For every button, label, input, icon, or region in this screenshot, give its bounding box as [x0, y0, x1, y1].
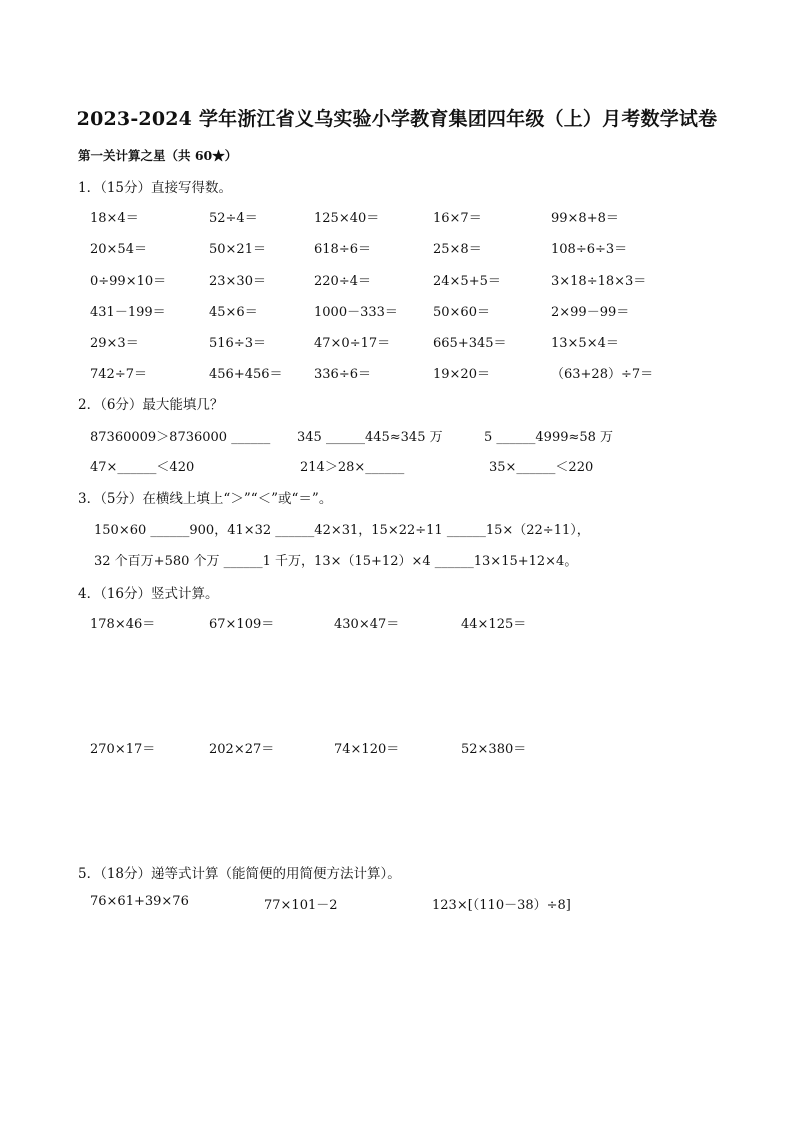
q1-item: 24×5+5＝ [433, 274, 501, 289]
q1-item: 47×0÷17＝ [314, 336, 391, 351]
q1-item: 516÷3＝ [209, 336, 266, 351]
q4-item: 74×120＝ [334, 742, 400, 757]
q1-item: 431－199＝ [90, 305, 166, 320]
q1-item: 20×54＝ [90, 242, 147, 257]
q2-item: 5 ______4999≈58 万 [484, 430, 614, 445]
q1-item: 456+456＝ [209, 367, 283, 382]
q4-item: 67×109＝ [209, 617, 275, 632]
q2-item: 87360009＞8736000 ______ [90, 430, 271, 445]
q1-item: （63+28）÷7＝ [551, 367, 654, 382]
q1-item: 336÷6＝ [314, 367, 371, 382]
exam-title: 2023-2024 学年浙江省义乌实验小学教育集团四年级（上）月考数学试卷 [76, 108, 718, 130]
q1-item: 13×5×4＝ [551, 336, 619, 351]
q1-item: 16×7＝ [433, 211, 482, 226]
q3-line: 32 个百万+580 个万 ______1 千万，13×（15+12）×4 ______13×15+12×4。 [94, 554, 578, 569]
q5-item: 76×61+39×76 [90, 894, 189, 909]
q1-item: 125×40＝ [314, 211, 380, 226]
q3-line: 150×60 ______900，41×32 ______42×31，15×22÷11 ______15×（22÷11）， [94, 523, 590, 538]
q1-item: 665+345＝ [433, 336, 507, 351]
q1-item: 742÷7＝ [90, 367, 147, 382]
q1-item: 618÷6＝ [314, 242, 371, 257]
section-heading: 第一关计算之星（共 60★） [78, 148, 238, 163]
q1-item: 23×30＝ [209, 274, 266, 289]
q4-item: 44×125＝ [461, 617, 527, 632]
q2-item: 35×______＜220 [489, 460, 594, 475]
q1-item: 3×18÷18×3＝ [551, 274, 647, 289]
q1-item: 2×99－99＝ [551, 305, 630, 320]
q1-item: 0÷99×10＝ [90, 274, 167, 289]
q1-item: 50×21＝ [209, 242, 266, 257]
q4-heading: 4．（16分）竖式计算。 [78, 586, 219, 602]
q1-item: 50×60＝ [433, 305, 490, 320]
q4-item: 178×46＝ [90, 617, 156, 632]
q1-heading: 1．（15分）直接写得数。 [78, 180, 233, 196]
q1-item: 25×8＝ [433, 242, 482, 257]
q4-item: 430×47＝ [334, 617, 400, 632]
q1-item: 45×6＝ [209, 305, 258, 320]
q2-heading: 2．（6分）最大能填几？ [78, 397, 224, 413]
q4-item: 202×27＝ [209, 742, 275, 757]
q5-heading: 5．（18分）递等式计算（能简便的用简便方法计算）。 [78, 866, 401, 882]
q1-item: 220÷4＝ [314, 274, 371, 289]
q2-item: 345 ______445≈345 万 [297, 430, 443, 445]
q4-item: 52×380＝ [461, 742, 527, 757]
q5-item: 123×[（110－38）÷8] [432, 898, 571, 913]
q1-item: 108÷6÷3＝ [551, 242, 628, 257]
q2-item: 214＞28×______ [300, 460, 405, 475]
q1-item: 29×3＝ [90, 336, 139, 351]
q1-item: 99×8+8＝ [551, 211, 619, 226]
q5-item: 77×101－2 [264, 898, 338, 913]
q3-heading: 3．（5分）在横线上填上“＞”“＜”或“＝”。 [78, 491, 333, 507]
q1-item: 19×20＝ [433, 367, 490, 382]
q4-item: 270×17＝ [90, 742, 156, 757]
q1-item: 52÷4＝ [209, 211, 258, 226]
q1-item: 1000－333＝ [314, 305, 398, 320]
q1-item: 18×4＝ [90, 211, 139, 226]
q2-item: 47×______＜420 [90, 460, 195, 475]
